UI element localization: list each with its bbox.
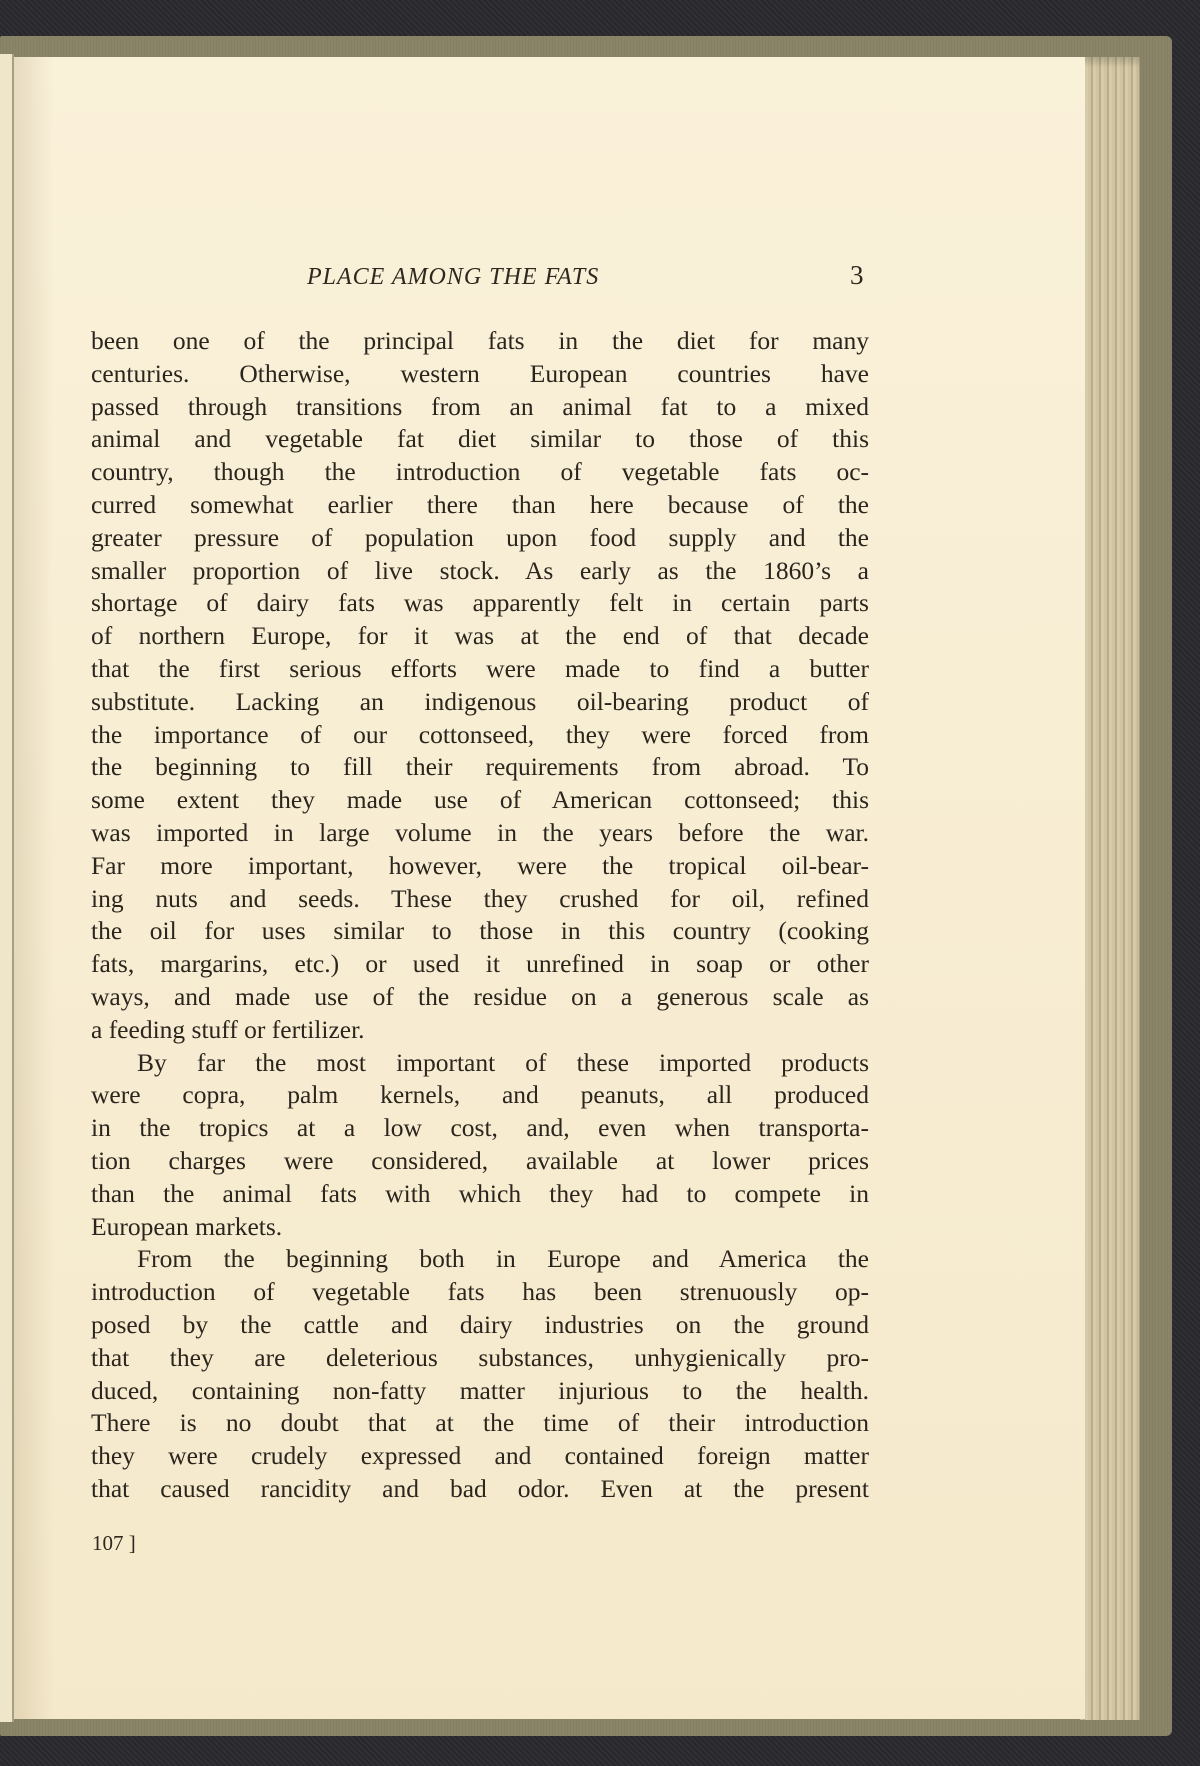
text-line: curred somewhat earlier there than here because of the [91, 489, 869, 519]
text-line: duced, containing non-fatty matter injurious to the health. [91, 1375, 869, 1405]
text-line: in the tropics at a low cost, and, even when transporta- [91, 1113, 869, 1143]
paragraph-start-line: By far the most important of these imported products [137, 1047, 869, 1077]
text-line: country, though the introduction of vegetable fats oc- [91, 457, 869, 487]
body-text [91, 325, 869, 1506]
text-line: ing nuts and seeds. These they crushed for oil, refined [91, 883, 869, 913]
text-line: of northern Europe, for it was at the end of that decade [91, 621, 869, 651]
text-line: been one of the principal fats in the diet for many [91, 326, 869, 355]
text-line: some extent they made use of American cottonseed; this [91, 785, 869, 815]
text-line: the beginning to fill their requirements from abroad. To [91, 752, 869, 782]
text-line: was imported in large volume in the years before the war. [91, 817, 869, 847]
signature-mark: 107 ] [92, 1531, 136, 1555]
text-line: animal and vegetable fat diet similar to those of this [91, 424, 869, 454]
text-line: Far more important, however, were the tropical oil-bear- [91, 850, 869, 880]
text-line: posed by the cattle and dairy industries on the ground [91, 1309, 869, 1339]
text-line: than the animal fats with which they had to compete in [91, 1178, 869, 1208]
text-line: that the first serious efforts were made to find a butter [91, 653, 869, 683]
facing-page-edge [0, 54, 14, 1722]
book-page [14, 57, 1085, 1719]
text-line: substitute. Lacking an indigenous oil-bearing product of [91, 686, 869, 716]
text-line: they were crudely expressed and contained foreign matter [91, 1441, 869, 1471]
text-line: fats, margarins, etc.) or used it unrefined in soap or other [91, 949, 869, 979]
text-line: greater pressure of population upon food supply and the [91, 522, 869, 552]
text-line: European markets. [91, 1211, 283, 1241]
text-line: the oil for uses similar to those in this country (cooking [91, 916, 869, 946]
running-title: PLACE AMONG THE FATS [307, 264, 600, 290]
text-line: a feeding stuff or fertilizer. [91, 1014, 365, 1044]
running-head [14, 260, 1085, 298]
page-number: 3 [850, 260, 864, 290]
text-line: introduction of vegetable fats has been strenuously op- [91, 1277, 869, 1307]
text-line: smaller proportion of live stock. As early as the 1860’s a [91, 555, 869, 585]
text-line: ways, and made use of the residue on a generous scale as [91, 981, 869, 1011]
text-line: tion charges were considered, available at lower prices [91, 1145, 869, 1175]
text-line: centuries. Otherwise, western European countries have [91, 358, 869, 388]
text-line: passed through transitions from an animal fat to a mixed [91, 391, 869, 421]
text-line: the importance of our cottonseed, they were forced from [91, 719, 869, 749]
text-line: that caused rancidity and bad odor. Even at the present [91, 1473, 869, 1503]
text-line: were copra, palm kernels, and peanuts, all produced [91, 1080, 869, 1110]
text-line: that they are deleterious substances, unhygienically pro- [91, 1342, 869, 1372]
paragraph-start-line: From the beginning both in Europe and America the [137, 1244, 869, 1274]
text-line: shortage of dairy fats was apparently felt in certain parts [91, 588, 869, 618]
page-fore-edge [1080, 57, 1140, 1720]
text-line: There is no doubt that at the time of their introduction [91, 1408, 869, 1438]
